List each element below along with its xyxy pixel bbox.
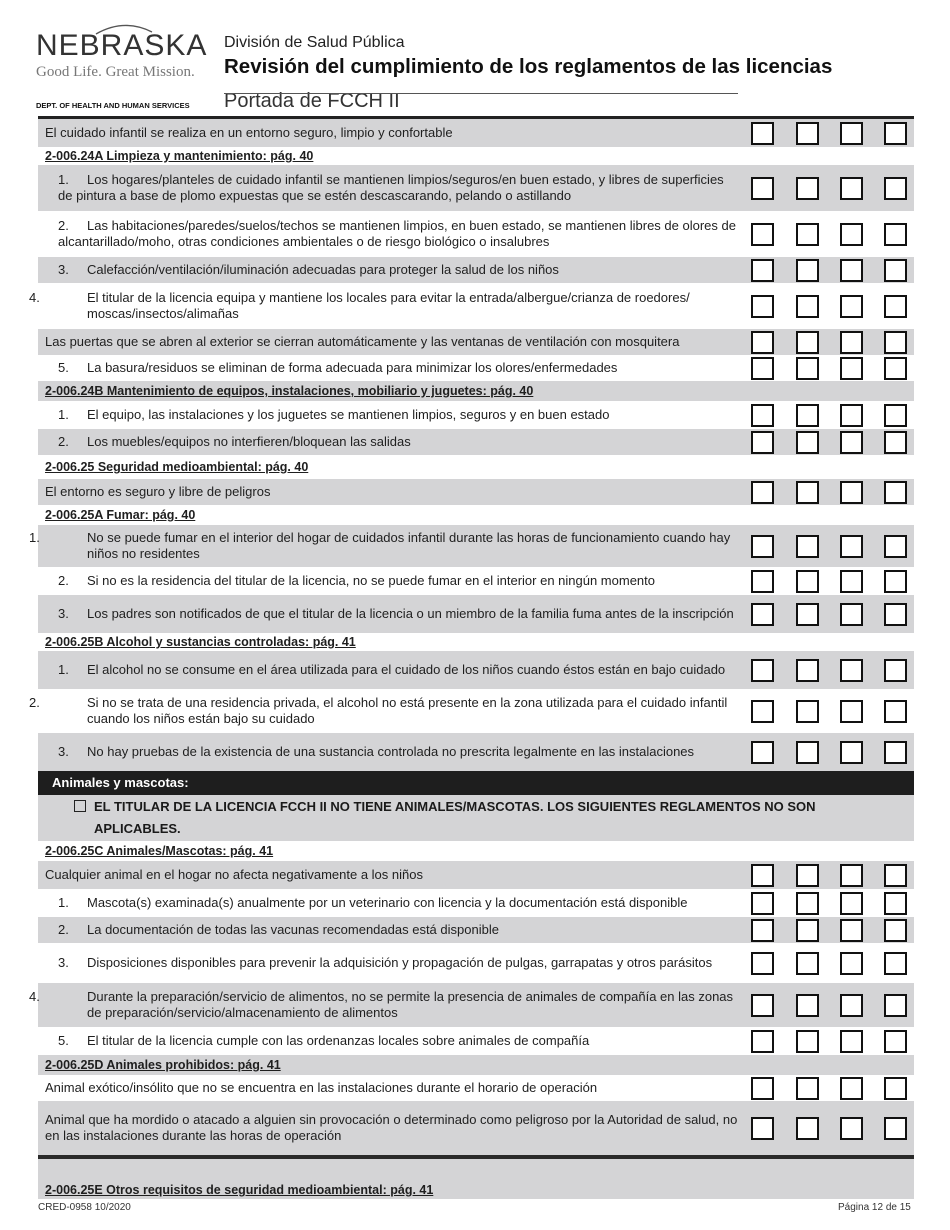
logo-wordmark: NEBRASKA (36, 29, 208, 62)
checklist-row (38, 479, 914, 505)
page-number: Página 12 de 15 (838, 1202, 911, 1213)
row-text: 2. Las habitaciones/paredes/suelos/techos se mantienen limpios, en buen estado, se mantienen libres de olores de alcantarillado/moho, otras condiciones ambientales o de riesgo biológico o insalubres (58, 218, 736, 249)
checkbox[interactable] (796, 919, 819, 942)
checkbox[interactable] (884, 177, 907, 200)
logo-department: DEPT. OF HEALTH AND HUMAN SERVICES (36, 101, 190, 110)
checkbox[interactable] (840, 892, 863, 915)
checkbox[interactable] (751, 431, 774, 454)
checkbox[interactable] (796, 994, 819, 1017)
row-text: 5. La basura/residuos se eliminan de forma adecuada para minimizar los olores/enfermedades (58, 360, 618, 375)
checkbox[interactable] (840, 741, 863, 764)
checkbox[interactable] (751, 700, 774, 723)
checkbox[interactable] (796, 535, 819, 558)
checkbox[interactable] (840, 659, 863, 682)
checkbox[interactable] (840, 864, 863, 887)
checkbox[interactable] (796, 357, 819, 380)
checkbox[interactable] (796, 741, 819, 764)
checkbox[interactable] (751, 659, 774, 682)
logo-tagline: Good Life. Great Mission. (36, 64, 195, 80)
heading-text: 2-006.24B Mantenimiento de equipos, instalaciones, mobiliario y juguetes: pág. 40 (45, 384, 534, 398)
checkbox[interactable] (884, 994, 907, 1017)
row-text: Las puertas que se abren al exterior se cierran automáticamente y las ventanas de ventilación con mosquitera (45, 334, 680, 349)
checkbox[interactable] (751, 994, 774, 1017)
checklist-row (38, 889, 914, 917)
not-applicable-checkbox[interactable] (74, 800, 86, 812)
checkbox[interactable] (884, 122, 907, 145)
checklist-row (38, 595, 914, 633)
checkbox[interactable] (751, 122, 774, 145)
checklist-row (38, 257, 914, 283)
checkbox[interactable] (884, 700, 907, 723)
checkbox[interactable] (796, 223, 819, 246)
checkbox[interactable] (796, 404, 819, 427)
checkbox[interactable] (796, 481, 819, 504)
heading-text: 2-006.25C Animales/Mascotas: pág. 41 (45, 844, 274, 858)
checkbox[interactable] (751, 864, 774, 887)
checklist-row (38, 211, 914, 257)
checklist-row (38, 355, 914, 381)
row-text: 1. Mascota(s) examinada(s) anualmente por un veterinario con licencia y la documentación está disponible (58, 895, 688, 910)
checkbox[interactable] (751, 177, 774, 200)
section-heading (38, 147, 914, 165)
checkbox[interactable] (751, 295, 774, 318)
checkbox[interactable] (796, 659, 819, 682)
checkbox[interactable] (884, 659, 907, 682)
checkbox[interactable] (884, 1077, 907, 1100)
row-text: 2. Si no es la residencia del titular de la licencia, no se puede fumar en el interior en ningún momento (58, 573, 656, 588)
checkbox[interactable] (840, 603, 863, 626)
row-text: 3. Los padres son notificados de que el titular de la licencia o un miembro de la familia fuma antes de la inscripción (58, 606, 734, 621)
row-text: Cualquier animal en el hogar no afecta negativamente a los niños (45, 867, 423, 882)
not-applicable-notice (38, 795, 914, 841)
checkbox[interactable] (840, 994, 863, 1017)
page-title: Revisión del cumplimiento de los reglamentos de las licencias (224, 55, 833, 78)
row-text: 3. No hay pruebas de la existencia de una sustancia controlada no prescrita legalmente en las instalaciones (58, 744, 695, 759)
checkbox[interactable] (884, 331, 907, 354)
checkbox[interactable] (796, 295, 819, 318)
checkbox[interactable] (840, 481, 863, 504)
section-heading (38, 381, 914, 401)
checkbox[interactable] (840, 570, 863, 593)
checkbox[interactable] (796, 952, 819, 975)
checklist-row (29, 525, 914, 567)
checkbox[interactable] (840, 331, 863, 354)
checkbox[interactable] (796, 1077, 819, 1100)
checklist-row (38, 733, 914, 771)
section-heading (38, 1055, 914, 1075)
checkbox[interactable] (884, 919, 907, 942)
checkbox[interactable] (840, 122, 863, 145)
checkbox[interactable] (884, 952, 907, 975)
checkbox[interactable] (796, 603, 819, 626)
checkbox[interactable] (751, 259, 774, 282)
checkbox[interactable] (751, 357, 774, 380)
checkbox[interactable] (796, 864, 819, 887)
checklist-row (38, 119, 914, 147)
heading-text: 2-006.24A Limpieza y mantenimiento: pág. 40 (45, 149, 314, 163)
checkbox[interactable] (840, 535, 863, 558)
section-heading (38, 455, 914, 479)
checkbox[interactable] (751, 952, 774, 975)
row-text: El entorno es seguro y libre de peligros (45, 484, 271, 499)
row-text: 1. El equipo, las instalaciones y los juguetes se mantienen limpios, seguros y en buen estado (58, 407, 610, 422)
checkbox[interactable] (840, 700, 863, 723)
checkbox[interactable] (840, 404, 863, 427)
checkbox[interactable] (884, 741, 907, 764)
checkbox[interactable] (751, 481, 774, 504)
checkbox[interactable] (840, 223, 863, 246)
checkbox[interactable] (884, 357, 907, 380)
checkbox[interactable] (751, 331, 774, 354)
checklist-row (38, 651, 914, 689)
heading-text: 2-006.25 Seguridad medioambiental: pág. 40 (45, 460, 309, 474)
checkbox[interactable] (884, 223, 907, 246)
section-heading (38, 1159, 914, 1199)
section-banner (38, 771, 914, 795)
heading-text: 2-006.25B Alcohol y sustancias controladas: pág. 41 (45, 635, 356, 649)
row-text: 2. La documentación de todas las vacunas recomendadas está disponible (58, 922, 499, 937)
checkbox[interactable] (884, 1117, 907, 1140)
checklist-row (38, 429, 914, 455)
checklist-row (38, 917, 914, 943)
checkbox[interactable] (796, 892, 819, 915)
heading-text: 2-006.25A Fumar: pág. 40 (45, 508, 196, 522)
checkbox[interactable] (796, 1117, 819, 1140)
checkbox[interactable] (840, 259, 863, 282)
checkbox[interactable] (796, 431, 819, 454)
row-text: 4. Durante la preparación/servicio de alimentos, no se permite la presencia de animales de compañía en las zonas de preparación/servicio/almacenamiento de alimentos (29, 989, 734, 1020)
checkbox[interactable] (840, 295, 863, 318)
row-text: 3. Disposiciones disponibles para prevenir la adquisición y propagación de pulgas, garrapatas y otros parásitos (58, 955, 713, 970)
row-text: 1. No se puede fumar en el interior del hogar de cuidados infantil durante las horas de funcionamiento cuando hay niños no residentes (29, 530, 731, 561)
heading-text: 2-006.25E Otros requisitos de seguridad medioambiental: pág. 41 (45, 1183, 434, 1197)
checkbox[interactable] (884, 864, 907, 887)
checkbox[interactable] (884, 535, 907, 558)
checkbox[interactable] (840, 431, 863, 454)
row-text: 5. El titular de la licencia cumple con las ordenanzas locales sobre animales de compañía (58, 1033, 590, 1048)
checkbox[interactable] (751, 1117, 774, 1140)
row-text: El cuidado infantil se realiza en un entorno seguro, limpio y confortable (45, 125, 453, 140)
checkbox[interactable] (884, 431, 907, 454)
section-heading (38, 633, 914, 651)
checkbox[interactable] (884, 259, 907, 282)
checkbox[interactable] (840, 357, 863, 380)
checkbox[interactable] (751, 535, 774, 558)
checklist-row (29, 983, 914, 1027)
checkbox[interactable] (884, 295, 907, 318)
checkbox[interactable] (884, 1030, 907, 1053)
checkbox[interactable] (884, 570, 907, 593)
checkbox[interactable] (751, 919, 774, 942)
checklist-row (38, 401, 914, 429)
checkbox[interactable] (751, 741, 774, 764)
form-id: CRED-0958 10/2020 (38, 1202, 131, 1213)
header-divider (224, 93, 738, 94)
checkbox[interactable] (884, 892, 907, 915)
checkbox[interactable] (840, 1030, 863, 1053)
page-subtitle: Portada de FCCH II (224, 90, 400, 112)
checkbox[interactable] (796, 259, 819, 282)
row-text: 4. El titular de la licencia equipa y mantiene los locales para evitar la entrada/albergue/crianza de roedores/ moscas/insectos/alimañas (29, 290, 690, 321)
row-text: 2. Los muebles/equipos no interfieren/bloquean las salidas (58, 434, 411, 449)
checklist-row (38, 1101, 914, 1155)
checklist-row (38, 329, 914, 355)
row-text: 3. Calefacción/ventilación/iluminación adecuadas para proteger la salud de los niños (58, 262, 559, 277)
checkbox[interactable] (796, 1030, 819, 1053)
checkbox[interactable] (751, 404, 774, 427)
checkbox[interactable] (840, 177, 863, 200)
row-text: Animal exótico/insólito que no se encuentra en las instalaciones durante el horario de operación (45, 1080, 598, 1095)
agency-logo (36, 30, 206, 110)
division-name: División de Salud Pública (224, 34, 405, 51)
banner-text: Animales y mascotas: (52, 775, 189, 790)
checklist-row (38, 567, 914, 595)
checkbox[interactable] (884, 481, 907, 504)
checkbox[interactable] (796, 331, 819, 354)
checklist-row (29, 689, 914, 733)
checklist-form (29, 116, 914, 1200)
checkbox[interactable] (751, 570, 774, 593)
checkbox[interactable] (840, 1077, 863, 1100)
notice-text: EL TITULAR DE LA LICENCIA FCCH II NO TIENE ANIMALES/MASCOTAS. LOS SIGUIENTES REGLAMENTOS NO SON APLICABLES. (38, 796, 898, 840)
checkbox[interactable] (796, 700, 819, 723)
checklist-row (38, 1027, 914, 1055)
checklist-row (38, 861, 914, 889)
checkbox[interactable] (796, 570, 819, 593)
checkbox[interactable] (751, 1030, 774, 1053)
row-text: 1. El alcohol no se consume en el área utilizada para el cuidado de los niños cuando éstos están en bajo cuidado (58, 662, 726, 677)
checklist-row (38, 943, 914, 983)
checkbox[interactable] (751, 1077, 774, 1100)
checkbox[interactable] (796, 122, 819, 145)
row-text: 1. Los hogares/planteles de cuidado infantil se mantienen limpios/seguros/en buen estado, y libres de superficies de pintura a base de plomo expuestas que se estén descascarando, pelando o astillando (58, 172, 724, 203)
checkbox[interactable] (840, 952, 863, 975)
checkbox[interactable] (840, 1117, 863, 1140)
section-heading (38, 505, 914, 525)
checkbox[interactable] (884, 404, 907, 427)
checklist-row (38, 165, 914, 211)
checkbox[interactable] (751, 223, 774, 246)
row-text: 2. Si no se trata de una residencia privada, el alcohol no está presente en la zona utilizada para el cuidado infantil cuando los niños están bajo su cuidado (29, 695, 728, 726)
checkbox[interactable] (751, 603, 774, 626)
checkbox[interactable] (751, 892, 774, 915)
checkbox[interactable] (796, 177, 819, 200)
section-heading (38, 841, 914, 861)
checklist-row (38, 1075, 914, 1101)
heading-text: 2-006.25D Animales prohibidos: pág. 41 (45, 1058, 281, 1072)
checkbox[interactable] (840, 919, 863, 942)
checklist-row (29, 283, 914, 329)
checkbox[interactable] (884, 603, 907, 626)
row-text: Animal que ha mordido o atacado a alguien sin provocación o determinado como peligroso por la Autoridad de salud, no en las instalaciones durante las horas de operación (45, 1112, 738, 1143)
